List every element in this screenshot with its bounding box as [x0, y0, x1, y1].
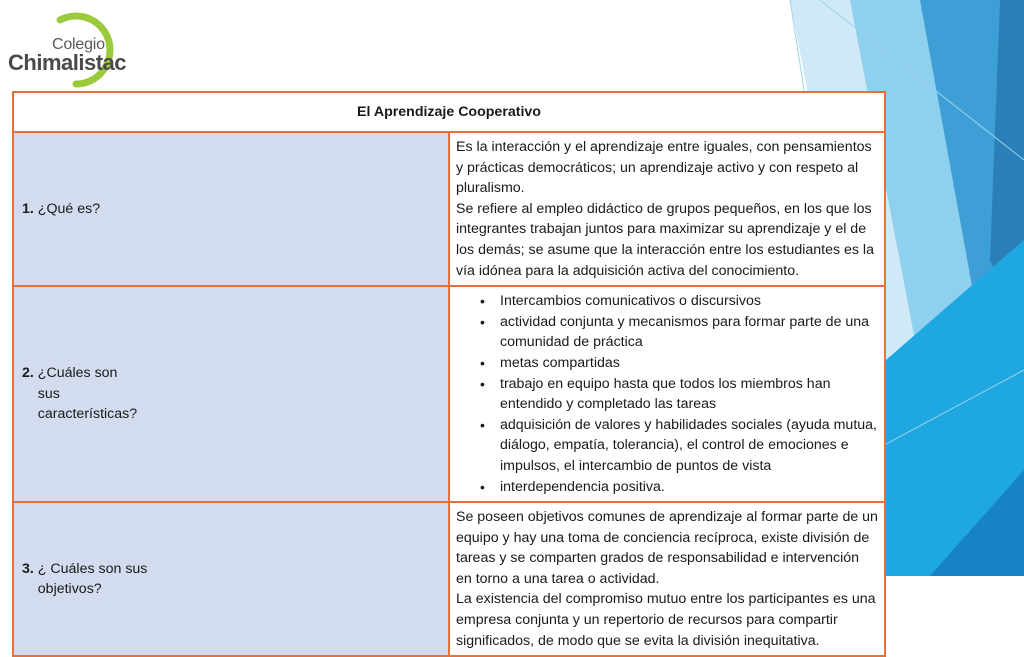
list-item	[456, 291, 878, 312]
question-cell	[13, 132, 449, 286]
cooperative-learning-table	[12, 91, 886, 657]
question-text: objetivos?	[37, 581, 102, 598]
table-row	[13, 286, 885, 502]
answer-cell	[449, 132, 885, 286]
question-number: 1.	[22, 200, 34, 217]
bullet-icon: •	[480, 416, 485, 433]
answer-paragraph: Se poseen objetivos comunes de aprendizaje al formar parte de un equipo y hay una toma de conciencia recíproca, existe división de tareas y se comparten grados de responsabilidad e intervención en torno a una tarea o actividad.	[456, 509, 878, 587]
table-title: El Aprendizaje Cooperativo	[13, 92, 885, 132]
table-row	[13, 502, 885, 656]
question-number: 3.	[22, 560, 34, 577]
list-item	[456, 312, 878, 353]
answer-cell	[449, 286, 885, 502]
list-item	[456, 415, 878, 477]
question-text: sus	[37, 385, 60, 402]
list-item	[456, 353, 878, 374]
bullet-icon: •	[480, 293, 485, 310]
list-item	[456, 374, 878, 415]
list-item-text: trabajo en equipo hasta que todos los miembros han entendido y completado las tareas	[500, 375, 831, 413]
answer-paragraph: Se refiere al empleo didáctico de grupos pequeños, en los que los integrantes trabajan juntos para maximizar su aprendizaje y el de los demás; se asume que la interacción entre los estudiantes es la vía idónea para la adquisición activa del conocimiento.	[456, 200, 874, 279]
question-number: 2.	[22, 365, 34, 382]
characteristics-list	[456, 291, 878, 497]
list-item-text: actividad conjunta y mecanismos para formar parte de una comunidad de práctica	[500, 313, 870, 351]
bullet-icon: •	[480, 354, 485, 371]
answer-paragraph: La existencia del compromiso mutuo entre los participantes es una empresa conjunta y un repertorio de recursos para compartir significados, de modo que se evita la división inequitativa.	[456, 591, 876, 649]
list-item-text: metas compartidas	[500, 354, 620, 371]
list-item-text: adquisición de valores y habilidades sociales (ayuda mutua, diálogo, empatía, tolerancia), el control de emociones e impulsos, el intercambio de puntos de vista	[500, 416, 877, 474]
list-item	[456, 477, 878, 498]
list-item-text: interdependencia positiva.	[500, 478, 665, 495]
school-logo	[4, 8, 134, 88]
question-cell	[13, 502, 449, 656]
question-text: ¿ Cuáles son sus	[37, 560, 148, 577]
question-text: ¿Qué es?	[37, 200, 101, 217]
bullet-icon: •	[480, 478, 485, 495]
question-text: características?	[37, 406, 138, 423]
question-text: ¿Cuáles son	[37, 365, 118, 382]
bullet-icon: •	[480, 313, 485, 330]
logo-text-chimalistac: Chimalistac	[8, 50, 126, 75]
list-item-text: Intercambios comunicativos o discursivos	[500, 293, 761, 310]
question-cell	[13, 286, 449, 502]
bullet-icon: •	[480, 375, 485, 392]
table-row	[13, 132, 885, 286]
table-header-row	[13, 92, 885, 132]
answer-paragraph: Es la interacción y el aprendizaje entre iguales, con pensamientos y prácticas democráticos; un aprendizaje activo y con respeto al pluralismo.	[456, 139, 872, 197]
answer-cell	[449, 502, 885, 656]
logo-text-colegio: Colegio	[52, 36, 105, 53]
